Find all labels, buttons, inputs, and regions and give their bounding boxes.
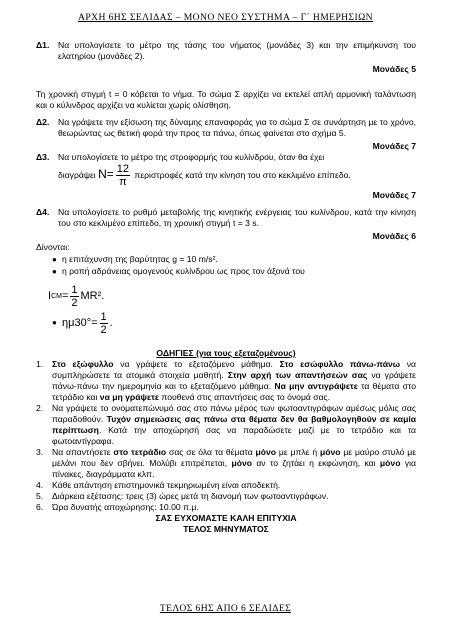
given-text: η επιτάχυνση της βαρύτητας g = 10 m/s². <box>62 254 218 264</box>
fraction-numerator: 12 <box>116 163 130 175</box>
fraction-denominator: 2 <box>100 323 107 336</box>
question-number: Δ3. <box>36 152 50 162</box>
instruction-bold: μόνο <box>379 458 401 468</box>
fraction-one-half <box>70 284 78 309</box>
instruction-number: 1. <box>36 359 44 369</box>
instruction-number: 5. <box>36 491 44 501</box>
fraction-numerator: 1 <box>71 283 78 296</box>
instruction-text: τα θέματα στο τετράδιο και <box>52 381 416 402</box>
instruction-bold: στο τετράδιο <box>113 447 167 457</box>
closing-end: ΤΕΛΟΣ ΜΗΝΥΜΑΤΟΣ <box>183 524 269 534</box>
instruction-text: Ώρα δυνατής αποχώρησης: 10.00 π.μ. <box>52 502 199 512</box>
instruction-text: . Κατά την αποχώρησή σας να παραδώσετε μαζί με το τετράδιο και τα φωτοαντίγραφα. <box>52 425 416 446</box>
formula-equals: = <box>61 289 69 302</box>
instruction-text: αν το ζητάει η εκφώνηση, και <box>251 458 380 468</box>
formula-lhs: I <box>48 289 52 302</box>
bullet-icon: ● <box>52 318 57 327</box>
instruction-bold: μόνο <box>255 447 277 457</box>
instruction-text: με μαύρο στυλό με μελάνι που δεν σβήνει. Μολύβι επιτρέπεται, <box>52 447 417 468</box>
instruction-number: 3. <box>36 447 44 457</box>
given-item-sine <box>52 310 416 336</box>
given-item-gravity <box>52 254 416 265</box>
instruction-text: σας σε όλα τα θέματα <box>166 447 256 457</box>
instruction-5 <box>36 491 416 502</box>
instruction-1 <box>36 359 416 403</box>
intro-paragraph: Τη χρονική στιγμή t = 0 κόβεται το νήμα. Το σώμα Σ αρχίζει να εκτελεί απλή αρμονική ταλάντωση και ο κύλινδρος αρχίζει να κυλίεται χωρίς ολίσθηση. <box>36 89 416 110</box>
question-text: Να γράψετε την εξίσωση της δύναμης επαναφοράς για το σώμα Σ σε συνάρτηση με το χρόνο, θεωρώντας ως θετική φορά την προς τα πάνω, όπως φαίνεται στο σχήμα 5. <box>58 117 416 138</box>
instruction-text: να γράψετε πάνω-πάνω την ημερομηνία και το εξεταζόμενο μάθημα. <box>52 370 416 391</box>
instruction-text: πουθενά στις απαντήσεις σας το όνομά σας. <box>159 392 331 402</box>
page-content <box>36 40 416 535</box>
question-text: Να υπολογίσετε το μέτρο της στροφορμής του κυλίνδρου, όταν θα έχει <box>58 152 325 162</box>
instruction-bold: Στο εσώφυλλο πάνω-πάνω <box>279 359 401 369</box>
formula-lhs: ημ30° <box>62 316 92 329</box>
given-title: Δίνονται: <box>36 242 70 252</box>
instruction-2 <box>36 403 416 447</box>
given-list <box>36 254 416 277</box>
instruction-bold: Στην αρχή των απαντήσεών σας <box>227 370 368 380</box>
instruction-text: Διάρκεια εξέτασης: τρεις (3) ώρες μετά τη διανομή των φωτοαντιγράφων. <box>52 491 329 501</box>
fraction-12-over-pi <box>116 163 130 188</box>
page-footer: ΤΕΛΟΣ 6ΗΣ ΑΠΟ 6 ΣΕΛΙΔΕΣ <box>159 603 292 614</box>
given-text: η ροπή αδράνειας ομογενούς κυλίνδρου ως προς τον άξονά του <box>62 266 305 276</box>
instruction-number: 6. <box>36 502 44 512</box>
given-item-inertia <box>52 266 416 277</box>
question-d4 <box>36 207 416 229</box>
instruction-bold: Στο εξώφυλλο <box>52 359 114 369</box>
given-list-2 <box>36 310 416 336</box>
formula-rhs: MR². <box>80 289 105 302</box>
bullet-icon: ● <box>52 267 57 276</box>
instruction-bold: Να μην αντιγράψετε <box>274 381 358 391</box>
instructions-title: ΟΔΗΓΙΕΣ (για τους εξεταζομένους) <box>156 348 296 358</box>
question-text: Να υπολογίσετε το ρυθμό μεταβολής της κινητικής ενέργειας του κυλίνδρου, κατά την κίνηση του στο κεκλιμένο επίπεδο, τη χρονική στιγμή t = 3 s. <box>58 207 416 228</box>
instruction-text: με μπλε ή <box>276 447 320 457</box>
instruction-bold: Τυχόν σημειώσεις σας πάνω στα θέματα δεν θα βαθμολογηθούν σε καμία περίπτωση <box>52 414 417 435</box>
formula-icm <box>48 283 416 309</box>
instruction-text: για πίνακες, διαγράμματα κλπ. <box>52 458 417 479</box>
formula-subscript: CM <box>51 292 62 300</box>
instruction-text: να συμπληρώσετε τα ατομικά στοιχεία μαθητή. <box>52 359 416 380</box>
page-header: ΑΡΧΗ 6ΗΣ ΣΕΛΙΔΑΣ – ΜΟΝΟ ΝΕΟ ΣΥΣΤΗΜΑ – Γ΄ ΗΜΕΡΗΣΙΩΝ <box>78 12 373 23</box>
instruction-4 <box>36 480 416 491</box>
instruction-number: 2. <box>36 403 44 413</box>
fraction-numerator: 1 <box>100 310 107 323</box>
formula-n: N <box>98 166 107 181</box>
question-d1 <box>36 40 416 62</box>
question-text-suffix: περιστροφές κατά την κίνηση του στο κεκλιμένο επίπεδο. <box>132 169 351 180</box>
question-d2 <box>36 117 416 139</box>
question-number: Δ2. <box>36 117 50 127</box>
question-number: Δ1. <box>36 40 50 50</box>
question-marks: Μονάδες 7 <box>372 190 416 200</box>
bullet-icon: ● <box>52 255 57 264</box>
formula-equals: = <box>106 166 114 181</box>
question-marks: Μονάδες 5 <box>372 64 416 74</box>
instruction-number: 4. <box>36 480 44 490</box>
formula-equals: = <box>91 316 98 329</box>
question-marks: Μονάδες 6 <box>372 231 416 241</box>
instruction-3 <box>36 447 416 480</box>
fraction-denominator: 2 <box>71 296 78 309</box>
instruction-text: να γράψετε το εξεταζόμενο μάθημα. <box>113 359 280 369</box>
instruction-bold: μόνο <box>319 447 341 457</box>
question-d3 <box>36 152 416 188</box>
question-marks: Μονάδες 7 <box>372 141 416 151</box>
question-text-prefix: διαγράψει <box>58 169 99 180</box>
question-number: Δ4. <box>36 207 50 217</box>
instruction-6 <box>36 502 416 513</box>
fraction-denominator: π <box>119 176 127 188</box>
instruction-text: Να γράψετε το ονοματεπώνυμό σας στο πάνω μέρος των φωτοαντιγράφων αμέσως μόλις σας παραδοθούν. <box>52 403 416 424</box>
closing-wish: ΣΑΣ ΕΥΧΟΜΑΣΤΕ ΚΑΛΗ ΕΠΙΤΥΧΙΑ <box>155 513 297 523</box>
question-text: Να υπολογίσετε το μέτρο της τάσης του νήματος (μονάδες 3) και την επιμήκυνση του ελατηρίου (μονάδες 2). <box>58 40 416 61</box>
instruction-bold: να μη γράψετε <box>99 392 159 402</box>
instruction-text: Κάθε απάντηση επιστημονικά τεκμηριωμένη είναι αποδεκτή. <box>52 480 281 490</box>
formula-end: . <box>109 316 113 329</box>
fraction-one-half <box>100 311 108 336</box>
instruction-text: Να απαντήσετε <box>52 447 114 457</box>
instruction-bold: μόνο <box>231 458 252 468</box>
